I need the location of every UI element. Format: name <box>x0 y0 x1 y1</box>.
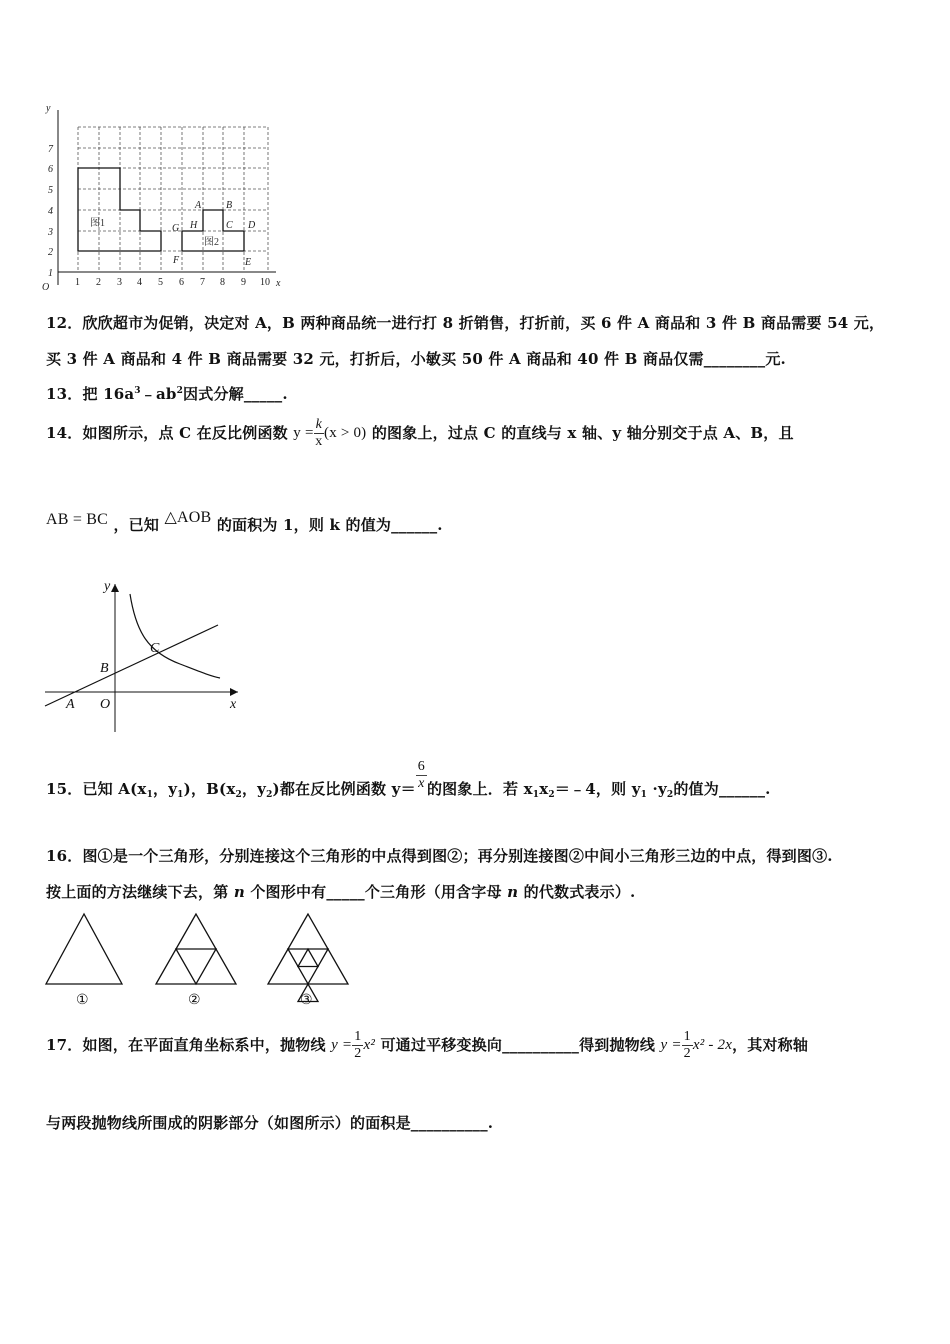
q16-text: 按上面的方法继续下去，第 <box>46 883 234 901</box>
q14-func-num: k <box>315 417 323 432</box>
q15-text: ，y <box>153 780 178 798</box>
x-tick: 5 <box>158 277 163 288</box>
q15-text: ，y <box>241 780 267 798</box>
grid-origin-label: O <box>42 282 50 293</box>
q16-n: n <box>507 883 519 901</box>
q15-text: ＝﹣4，则 y <box>554 780 641 798</box>
grid-lines <box>78 127 268 272</box>
q15-sub: 2 <box>548 790 555 800</box>
triangle-3 <box>268 914 348 1002</box>
q15-sub: 1 <box>146 790 154 800</box>
q13-prefix: 13．把 16a <box>46 385 135 403</box>
q17-f1-num: 1 <box>354 1029 362 1044</box>
q15-prefix: 15．已知 A(x <box>46 780 147 798</box>
point-label-G: G <box>172 223 180 234</box>
q16-text: 个图形中有_____个三角形（用含字母 <box>244 883 508 901</box>
y-tick: 3 <box>48 227 53 238</box>
figure-label-2: ② <box>188 993 201 1008</box>
x-tick: 10 <box>260 277 270 288</box>
q14-triangle: △AOB <box>164 509 212 526</box>
y-tick: 5 <box>48 185 53 196</box>
q15-text: 的值为______. <box>673 780 771 798</box>
arrow-icon <box>230 688 238 696</box>
q14-label-C: C <box>150 641 160 656</box>
q17-suffix: ，其对称轴 <box>732 1036 809 1054</box>
q14-func-frac <box>314 418 324 449</box>
q14-label-B: B <box>100 661 109 676</box>
q15-frac <box>416 760 427 791</box>
q14-ask: 的面积为 1，则 k 的值为______. <box>216 516 443 534</box>
q16-n: n <box>233 883 245 901</box>
q17-f2-num: 1 <box>683 1029 691 1044</box>
q17-f1-den: 2 <box>354 1046 362 1061</box>
point-label-H: H <box>190 220 198 231</box>
figure-label-3: ③ <box>300 993 313 1008</box>
x-tick: 7 <box>200 277 205 288</box>
point-label-E: E <box>245 257 252 268</box>
q15-sub: 2 <box>266 790 273 800</box>
q16-line1: 16．图①是一个三角形，分别连接这个三角形的中点得到图②；再分别连接图②中间小三角形三边的中点，得到图③. <box>46 847 833 865</box>
q14-label-x: x <box>230 697 237 712</box>
q12-line1: 12．欣欣超市为促销，决定对 A，B 两种商品统一进行打 8 折销售，打折前，买 6 件 A 商品和 3 件 B 商品需要 54 元， <box>46 314 885 332</box>
q17-f2-lhs: y = <box>660 1037 682 1053</box>
q15-sub: 1 <box>532 790 540 800</box>
q14-prefix: 14．如图所示，点 C 在反比例函数 <box>46 424 288 442</box>
q15-sub: 1 <box>640 790 648 800</box>
shape-1 <box>78 168 161 251</box>
triangle-1 <box>46 914 122 984</box>
q13-mid: ﹣ab <box>140 385 177 403</box>
q13-sup2: 2 <box>176 386 184 396</box>
q15-num: 6 <box>417 759 425 774</box>
point-label-F: F <box>173 255 180 266</box>
triangle-2 <box>156 914 236 984</box>
x-tick: 9 <box>241 277 246 288</box>
q14-label-y: y <box>104 579 111 594</box>
point-label-A: A <box>195 200 202 211</box>
q17-prefix: 17．如图，在平面直角坐标系中，抛物线 <box>46 1036 326 1054</box>
q16-text: 的代数式表示）. <box>518 883 636 901</box>
arrow-icon <box>111 584 119 592</box>
q14-figure <box>40 572 260 737</box>
q17-line1 <box>46 1030 808 1061</box>
q17-line2: 与两段抛物线所围成的阴影部分（如图所示）的面积是__________. <box>46 1114 494 1132</box>
q12-line2: 买 3 件 A 商品和 4 件 B 商品需要 32 元，打折后，小敏买 50 件 A 商品和 40 件 B 商品仅需________元. <box>46 350 786 368</box>
q17-mid: 可通过平移变换向__________得到抛物线 <box>380 1036 656 1054</box>
q14-line <box>45 625 218 706</box>
q17-f2-den: 2 <box>683 1046 691 1061</box>
q17-f2-frac <box>682 1030 693 1061</box>
q14-func-cond: (x > 0) <box>324 425 367 441</box>
q15-text: x <box>539 780 549 798</box>
q15-text: 的图象上．若 x <box>426 780 533 798</box>
q15-text: ·y <box>647 780 667 798</box>
q14-label-A: A <box>66 697 75 712</box>
shape-2-label: 图2 <box>204 237 219 248</box>
q17-f1-rest: x² <box>363 1037 376 1053</box>
y-tick: 6 <box>48 164 53 175</box>
point-label-B: B <box>226 200 233 211</box>
grid-x-label: x <box>276 278 281 289</box>
q14-func-den: x <box>315 434 323 449</box>
q14-hyperbola <box>130 594 220 678</box>
y-tick: 4 <box>48 206 53 217</box>
q15-text: )，B(x <box>183 780 236 798</box>
q14-func-lhs: y = <box>293 425 314 441</box>
q15 <box>46 760 771 800</box>
q15-text: )都在反比例函数 y＝ <box>272 780 416 798</box>
x-tick: 6 <box>179 277 184 288</box>
q16-line2 <box>46 881 635 902</box>
grid-figure <box>40 100 290 295</box>
q14-known: ，已知 <box>113 516 160 534</box>
q14-label-O: O <box>100 697 111 712</box>
point-label-C: C <box>226 220 233 231</box>
x-tick: 3 <box>117 277 122 288</box>
shape-1-label: 图1 <box>90 218 105 229</box>
point-label-D: D <box>248 220 256 231</box>
q15-sub: 1 <box>177 790 184 800</box>
y-tick: 1 <box>48 268 53 279</box>
q16-figure <box>40 910 360 1010</box>
q14-line2 <box>46 509 443 535</box>
x-tick: 4 <box>137 277 142 288</box>
x-tick: 2 <box>96 277 101 288</box>
figure-label-1: ① <box>76 993 89 1008</box>
q17-f1-frac <box>352 1030 363 1061</box>
y-tick: 2 <box>48 247 53 258</box>
q17-f2-rest: x² - 2x <box>692 1037 733 1053</box>
q13-sup1: 3 <box>134 386 141 396</box>
grid-y-label: y <box>46 103 51 114</box>
q17-f1-lhs: y = <box>331 1037 353 1053</box>
q14-suffix: 的图象上，过点 C 的直线与 x 轴、y 轴分别交于点 A、B，且 <box>371 424 794 442</box>
q15-sub: 2 <box>235 790 242 800</box>
q15-sub: 2 <box>666 790 674 800</box>
q14-line1 <box>46 418 794 449</box>
q13 <box>46 383 288 404</box>
q13-suffix: 因式分解_____. <box>183 385 288 403</box>
y-tick: 7 <box>48 144 53 155</box>
q15-den: x <box>418 776 425 791</box>
q14-cond1: AB = BC <box>46 511 108 528</box>
x-tick: 8 <box>220 277 225 288</box>
x-tick: 1 <box>75 277 80 288</box>
